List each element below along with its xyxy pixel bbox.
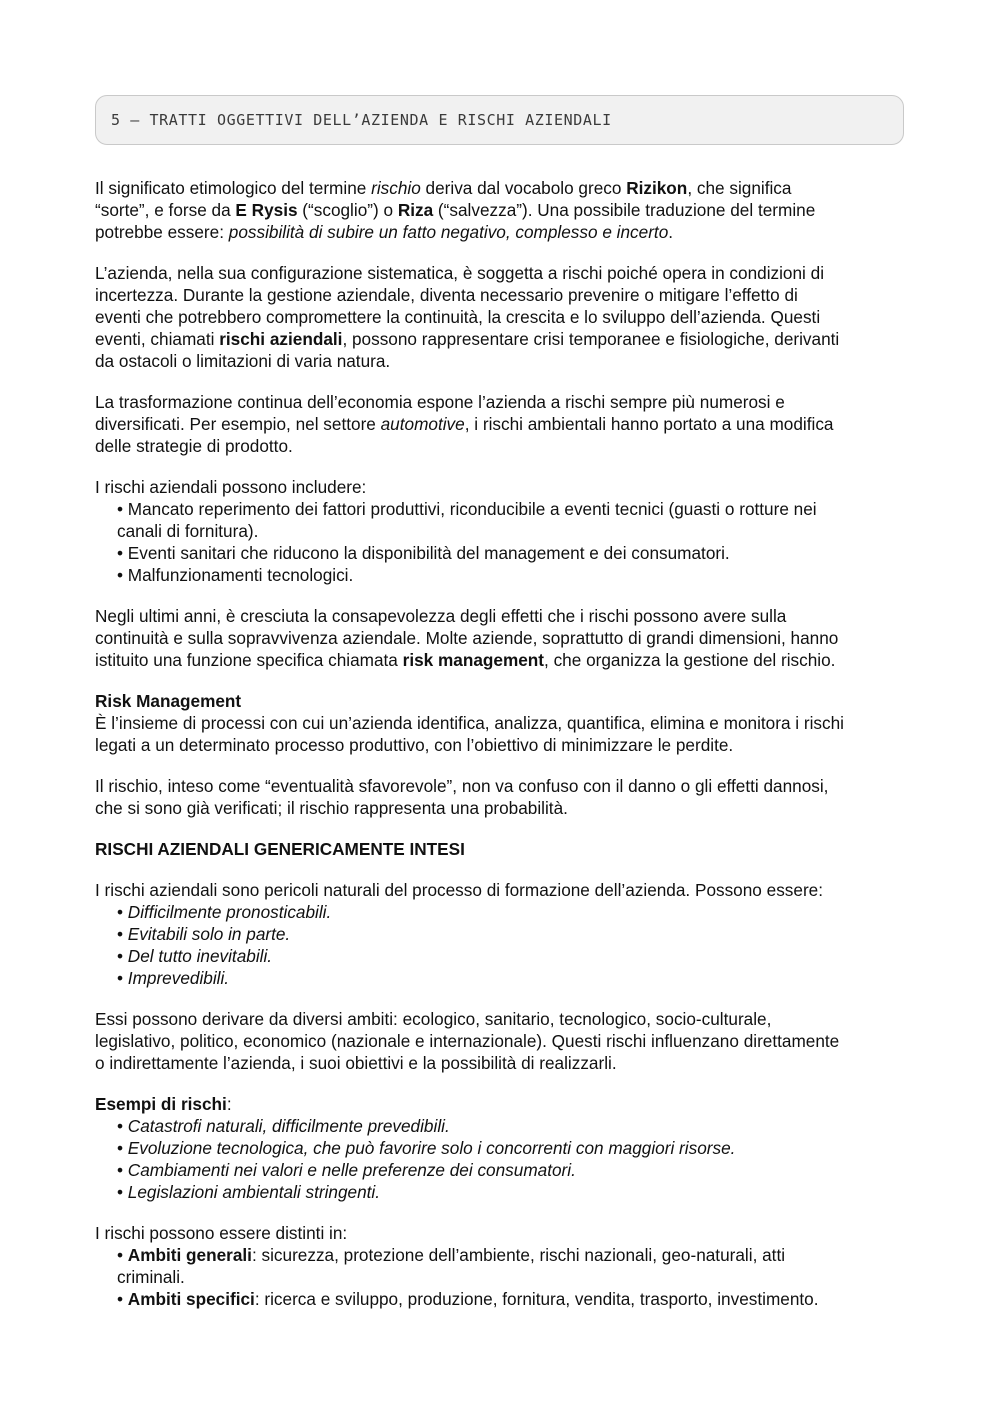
subheading: [95, 1093, 910, 1115]
list-intro: I rischi possono essere distinti in:: [95, 1223, 348, 1243]
list-risk-examples: [95, 1093, 910, 1203]
document-body: [95, 177, 910, 1310]
text-span: Il significato etimologico del termine: [95, 178, 372, 198]
list-item-continuation: criminali.: [117, 1267, 185, 1287]
text-line: incertezza. Durante la gestione aziendale, diventa necessario prevenire o mitigare l’effetto di: [95, 285, 798, 305]
text-line: [95, 649, 910, 671]
text-span: diversificati. Per esempio, nel settore: [95, 414, 381, 434]
emphasis-text: automotive: [380, 414, 465, 434]
text-span: , che organizza la gestione del rischio.: [544, 650, 836, 670]
list-risk-nature: [95, 879, 910, 989]
list-item-text: Legislazioni ambientali stringenti.: [127, 1182, 381, 1202]
bold-term: risk management: [402, 650, 545, 670]
text-span: (“scoglio”) o: [297, 200, 398, 220]
list-item: • Catastrofi naturali, difficilmente prevedibili.: [117, 1116, 450, 1136]
text-line: La trasformazione continua dell’economia espone l’azienda a rischi sempre più numerosi e: [95, 392, 785, 412]
text-line: [95, 413, 910, 435]
list-item: • Difficilmente pronosticabili.: [117, 902, 332, 922]
bold-term: Rizikon: [626, 178, 688, 198]
list-intro: I rischi aziendali sono pericoli naturali del processo di formazione dell’azienda. Possono essere:: [95, 880, 824, 900]
list-item-text: Difficilmente pronosticabili.: [127, 902, 332, 922]
text-line: Essi possono derivare da diversi ambiti: ecologico, sanitario, tecnologico, socio-culturale,: [95, 1009, 772, 1029]
text-line: che si sono già verificati; il rischio rappresenta una probabilità.: [95, 798, 568, 818]
list-item: • Cambiamenti nei valori e nelle preferenze dei consumatori.: [117, 1160, 576, 1180]
list-item: • Eventi sanitari che riducono la disponibilità del management e dei consumatori.: [117, 543, 730, 563]
text-span: eventi, chiamati: [95, 329, 220, 349]
subheading: [95, 690, 910, 712]
text-line: L’azienda, nella sua configurazione sistematica, è soggetta a rischi poiché opera in condizioni di: [95, 263, 825, 283]
list-item: • Del tutto inevitabili.: [117, 946, 273, 966]
list-item-continuation: canali di fornitura).: [117, 521, 259, 541]
list-item-text: Del tutto inevitabili.: [127, 946, 273, 966]
paragraph-risk-definition: [95, 775, 910, 819]
text-span: (“salvezza”). Una possibile traduzione del termine: [433, 200, 816, 220]
bold-term: Ambiti specifici: [127, 1289, 255, 1309]
text-line: Il rischio, inteso come “eventualità sfavorevole”, non va confuso con il danno o gli effetti dannosi,: [95, 776, 829, 796]
paragraph-risk-sources: [95, 1008, 910, 1074]
list-item: • Imprevedibili.: [117, 968, 230, 988]
text-line: [95, 199, 910, 221]
text-line: [95, 328, 910, 350]
list-item: • Evoluzione tecnologica, che può favorire solo i concorrenti con maggiori risorse.: [117, 1138, 736, 1158]
text-span: , i rischi ambientali hanno portato a una modifica: [464, 414, 834, 434]
list-item: • Legislazioni ambientali stringenti.: [117, 1182, 381, 1202]
text-line: [95, 177, 910, 199]
section-header-box: [95, 95, 904, 145]
paragraph-etymology: [95, 177, 910, 243]
list-item: • Malfunzionamenti tecnologici.: [117, 565, 354, 585]
list-item-text: Cambiamenti nei valori e nelle preferenze dei consumatori.: [127, 1160, 576, 1180]
list-item: • Ambiti specifici: ricerca e sviluppo, produzione, fornitura, vendita, trasporto, investimento.: [117, 1289, 819, 1309]
list-item-text: Evoluzione tecnologica, che può favorire solo i concorrenti con maggiori risorse.: [127, 1138, 736, 1158]
paragraph-awareness: [95, 605, 910, 671]
bold-term: rischi aziendali: [219, 329, 343, 349]
paragraph-transformation: [95, 391, 910, 457]
emphasis-text: possibilità di subire un fatto negativo, complesso e incerto: [228, 222, 669, 242]
text-span: “sorte”, e forse da: [95, 200, 236, 220]
text-line: È l’insieme di processi con cui un’azienda identifica, analizza, quantifica, elimina e monitora i rischi: [95, 713, 844, 733]
text-span: deriva dal vocabolo greco: [420, 178, 627, 198]
text-span: , possono rappresentare crisi temporanee e fisiologiche, derivanti: [342, 329, 840, 349]
text-span: potrebbe essere:: [95, 222, 229, 242]
list-risk-scopes: [95, 1222, 910, 1310]
section-title-text: RISCHI AZIENDALI GENERICAMENTE INTESI: [95, 839, 465, 859]
list-risk-types: [95, 476, 910, 586]
list-item: • Ambiti generali: sicurezza, protezione dell’ambiente, rischi nazionali, geo-naturali, atti: [117, 1245, 786, 1265]
list-intro: I rischi aziendali possono includere:: [95, 477, 367, 497]
text-span: istituito una funzione specifica chiamata: [95, 650, 403, 670]
subheading-text: Esempi di rischi: [95, 1094, 227, 1114]
text-line: Negli ultimi anni, è cresciuta la consapevolezza degli effetti che i rischi possono avere sulla: [95, 606, 787, 626]
bold-term: E Rysis: [235, 200, 298, 220]
paragraph-company-risk: [95, 262, 910, 372]
text-line: o indirettamente l’azienda, i suoi obiettivi e la possibilità di realizzarli.: [95, 1053, 617, 1073]
text-line: da ostacoli o limitazioni di varia natura.: [95, 351, 391, 371]
list-item: • Mancato reperimento dei fattori produttivi, riconducibile a eventi tecnici (guasti o rotture nei: [117, 499, 817, 519]
list-item: • Evitabili solo in parte.: [117, 924, 291, 944]
text-line: eventi che potrebbero compromettere la continuità, la crescita e lo sviluppo dell’azienda. Questi: [95, 307, 821, 327]
bold-term: Ambiti generali: [127, 1245, 252, 1265]
section-title: [95, 838, 910, 860]
text-line: continuità e sulla sopravvivenza aziendale. Molte aziende, soprattutto di grandi dimensioni, hanno: [95, 628, 839, 648]
text-span: , che significa: [687, 178, 792, 198]
bold-term: Riza: [397, 200, 434, 220]
text-line: delle strategie di prodotto.: [95, 436, 293, 456]
list-item-text: Evitabili solo in parte.: [127, 924, 291, 944]
list-item-text: Catastrofi naturali, difficilmente prevedibili.: [127, 1116, 450, 1136]
emphasis-text: rischio: [371, 178, 421, 198]
section-header-title: 5 – TRATTI OGGETTIVI DELL’AZIENDA E RISCHI AZIENDALI: [111, 111, 612, 129]
list-item-text: Imprevedibili.: [127, 968, 230, 988]
paragraph-risk-management: [95, 690, 910, 756]
subheading-text: Risk Management: [95, 691, 242, 711]
text-line: [95, 221, 910, 243]
text-span: .: [668, 222, 674, 242]
text-line: legati a un determinato processo produttivo, con l’obiettivo di minimizzare le perdite.: [95, 735, 734, 755]
text-line: legislativo, politico, economico (nazionale e internazionale). Questi rischi influenzano direttamente: [95, 1031, 840, 1051]
text-span: : sicurezza, protezione dell’ambiente, rischi nazionali, geo-naturali, atti: [251, 1245, 786, 1265]
text-span: :: [226, 1094, 232, 1114]
text-span: : ricerca e sviluppo, produzione, fornitura, vendita, trasporto, investimento.: [254, 1289, 819, 1309]
